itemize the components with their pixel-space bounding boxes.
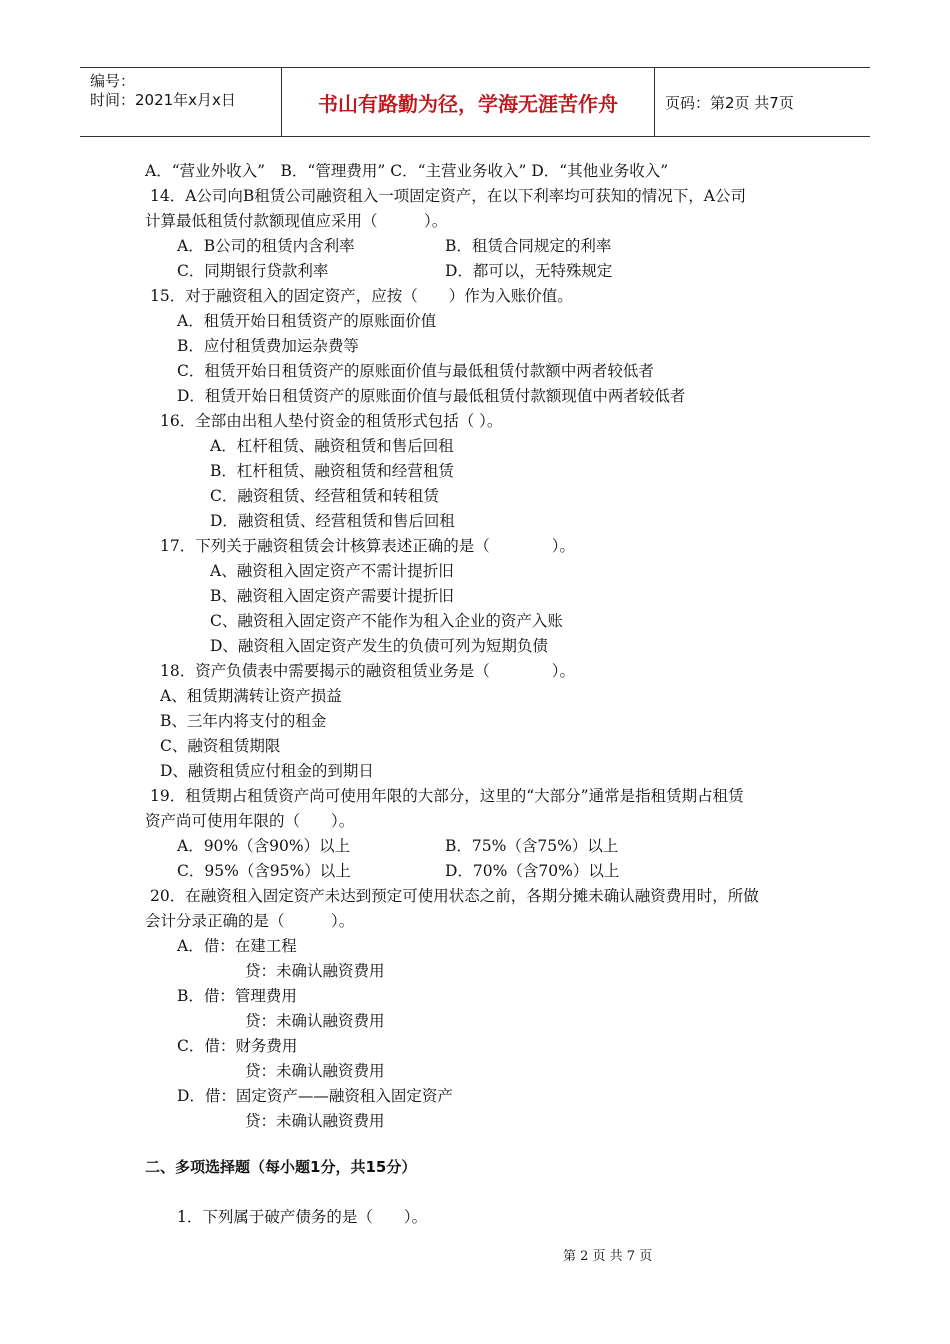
text-line: D、融资租赁应付租金的到期日 xyxy=(160,762,374,780)
page-header xyxy=(80,67,870,137)
text-line: A、租赁期满转让资产损益 xyxy=(160,687,342,705)
page-info: 页码：第2页 共7页 xyxy=(665,93,794,112)
text-line: D．租赁开始日租赁资产的原账面价值与最低租赁付款额现值中两者较低者 xyxy=(177,387,686,405)
section-title: 二、多项选择题（每小题1分，共15分） xyxy=(145,1158,417,1176)
text-line: 18．资产负债表中需要揭示的融资租赁业务是（ ）。 xyxy=(160,662,575,680)
text-line: B．借：管理费用 xyxy=(177,987,297,1005)
text-line: D．融资租赁、经营租赁和售后回租 xyxy=(210,512,455,530)
text-line: A．90%（含90%）以上 xyxy=(177,837,351,855)
text-line: C．同期银行贷款利率 xyxy=(177,262,329,280)
text-line: A．杠杆租赁、融资租赁和售后回租 xyxy=(210,437,454,455)
text-line: 贷：未确认融资费用 xyxy=(245,1012,385,1030)
text-line: D．70%（含70%）以上 xyxy=(445,862,620,880)
text-line: B、融资租入固定资产需要计提折旧 xyxy=(210,587,454,605)
text-line: A．B公司的租赁内含利率 xyxy=(177,237,355,255)
time-label: 时间：2021年x月x日 xyxy=(90,91,236,109)
text-line: A、融资租入固定资产不需计提折旧 xyxy=(210,562,454,580)
text-line: C．融资租赁、经营租赁和转租赁 xyxy=(210,487,439,505)
text-line: C、融资租入固定资产不能作为租入企业的资产入账 xyxy=(210,612,563,630)
motto: 书山有路勤为径，学海无涯苦作舟 xyxy=(282,68,655,136)
text-line: C．95%（含95%）以上 xyxy=(177,862,351,880)
text-line: 16．全部由出租人垫付资金的租赁形式包括（ ）。 xyxy=(160,412,503,430)
text-line: 17．下列关于融资租赁会计核算表述正确的是（ ）。 xyxy=(160,537,575,555)
text-line: 计算最低租赁付款额现值应采用（ ）。 xyxy=(145,212,448,230)
text-line: B．75%（含75%）以上 xyxy=(445,837,619,855)
text-line: 贷：未确认融资费用 xyxy=(245,962,385,980)
text-line: C．借：财务费用 xyxy=(177,1037,298,1055)
text-line: A．借：在建工程 xyxy=(177,937,297,955)
text-line: B、三年内将支付的租金 xyxy=(160,712,327,730)
text-line: D、融资租入固定资产发生的负债可列为短期负债 xyxy=(210,637,548,655)
text-line: C．租赁开始日租赁资产的原账面价值与最低租赁付款额中两者较低者 xyxy=(177,362,654,380)
question-1: 1．下列属于破产债务的是（ ）。 xyxy=(177,1208,428,1226)
text-line: D．都可以，无特殊规定 xyxy=(445,262,613,280)
text-line: 19．租赁期占租赁资产尚可使用年限的大部分，这里的“大部分”通常是指租赁期占租赁 xyxy=(150,787,744,805)
text-line: B．租赁合同规定的利率 xyxy=(445,237,612,255)
text-line: 15．对于融资租入的固定资产，应按（ ）作为入账价值。 xyxy=(150,287,573,305)
text-line: D．借：固定资产——融资租入固定资产 xyxy=(177,1087,453,1105)
text-line: 贷：未确认融资费用 xyxy=(245,1112,385,1130)
text-line: B．杠杆租赁、融资租赁和经营租赁 xyxy=(210,462,454,480)
text-line: C、融资租赁期限 xyxy=(160,737,281,755)
page-footer: 第 2 页 共 7 页 xyxy=(563,1249,653,1264)
text-line: 14．A公司向B租赁公司融资租入一项固定资产，在以下利率均可获知的情况下，A公司 xyxy=(150,187,747,205)
text-line: 贷：未确认融资费用 xyxy=(245,1062,385,1080)
number-label: 编号： xyxy=(90,72,136,90)
text-line: A．租赁开始日租赁资产的原账面价值 xyxy=(177,312,437,330)
text-line: 20．在融资租入固定资产未达到预定可使用状态之前，各期分摊未确认融资费用时，所做 xyxy=(150,887,759,905)
text-line: 资产尚可使用年限的（ ）。 xyxy=(145,812,355,830)
text-line: 会计分录正确的是（ ）。 xyxy=(145,912,355,930)
header-left-cell xyxy=(80,68,282,136)
text-line: A．“营业外收入” B．“管理费用” C．“主营业务收入” D．“其他业务收入” xyxy=(145,162,669,180)
text-line: B．应付租赁费加运杂费等 xyxy=(177,337,359,355)
